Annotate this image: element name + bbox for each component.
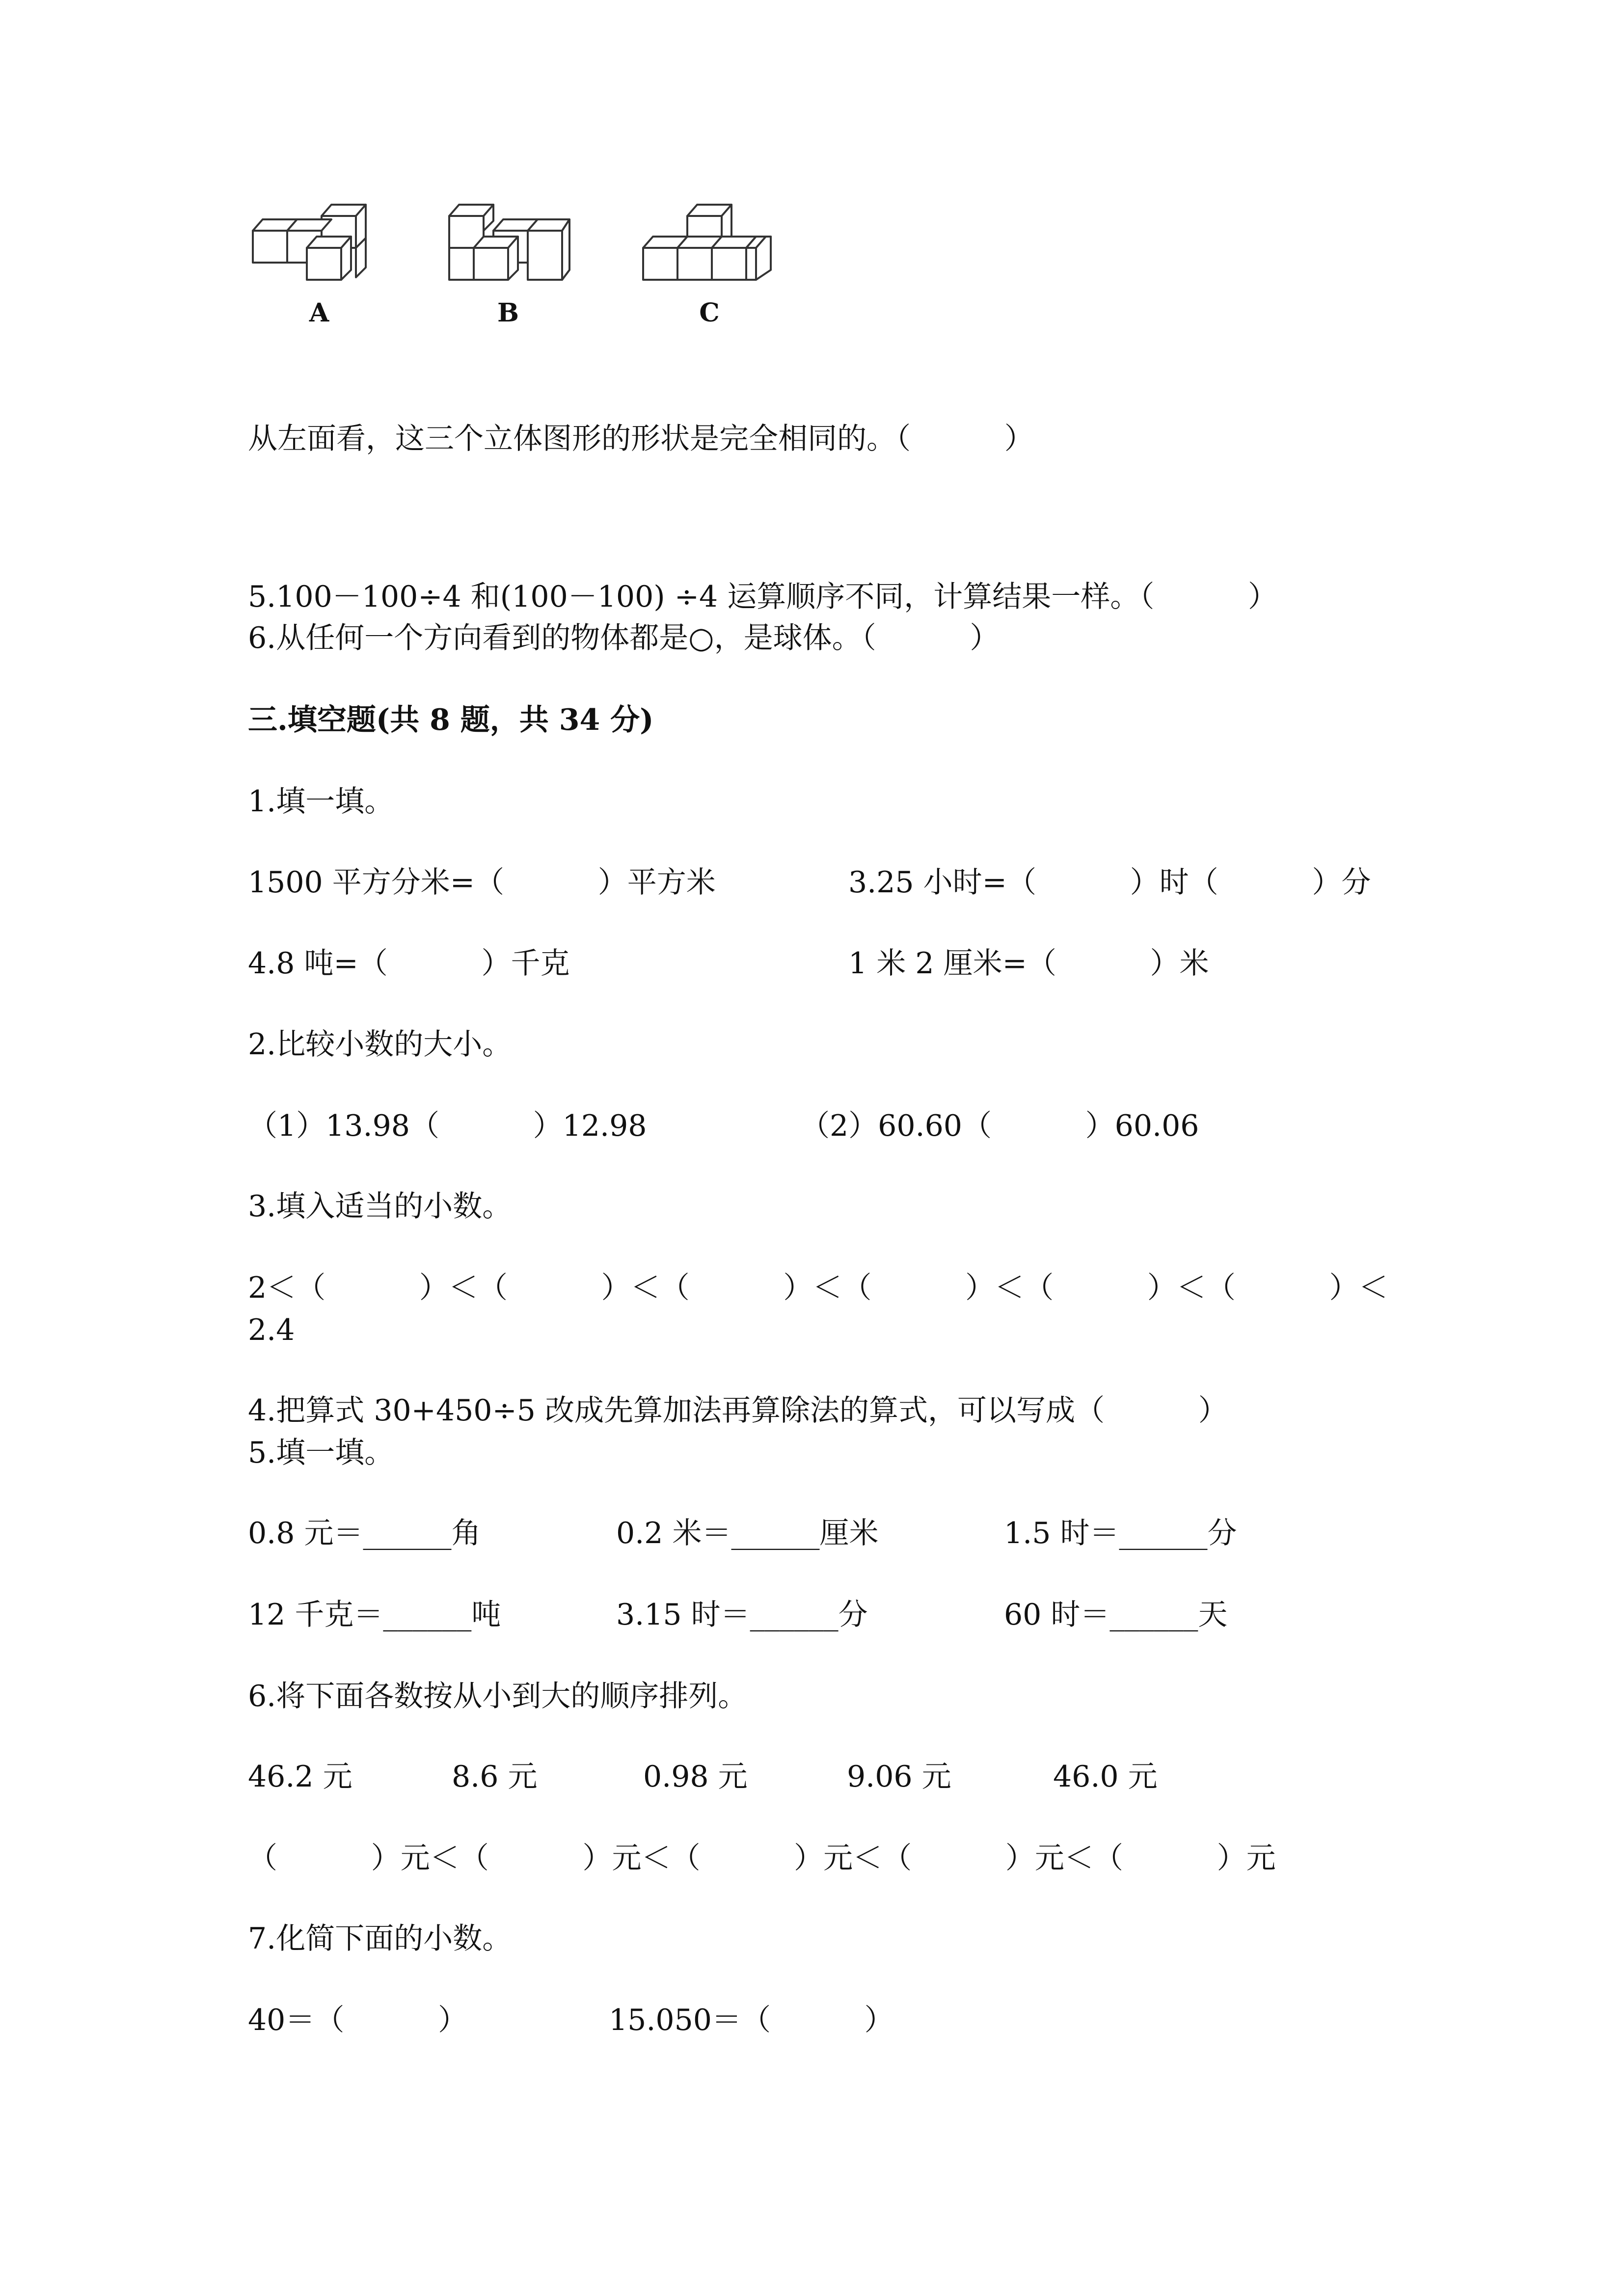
cube-figure-b — [444, 199, 572, 287]
q7-stem: 7.化简下面的小数。 — [248, 1922, 512, 1956]
q1-stem: 1.填一填。 — [248, 784, 394, 819]
judge-q5: 5.100－100÷4 和(100－100) ÷4 运算顺序不同，计算结果一样。（ ） — [248, 580, 1277, 614]
q6-value-5: 46.0 元 — [1053, 1760, 1158, 1794]
cube-figure-a — [248, 199, 376, 287]
q5-row1-item-2: 0.2 米＝______厘米 — [616, 1516, 879, 1550]
figure-label-b: B — [497, 298, 519, 328]
q1-item-2: 3.25 小时=（ ）时（ ）分 — [848, 865, 1371, 900]
q6-value-4: 9.06 元 — [847, 1760, 951, 1794]
q6-value-3: 0.98 元 — [643, 1760, 748, 1794]
q2-item-1: （1）13.98（ ）12.98 — [248, 1109, 647, 1143]
q6-stem: 6.将下面各数按从小到大的顺序排列。 — [248, 1679, 748, 1713]
q2-stem: 2.比较小数的大小。 — [248, 1027, 512, 1062]
judge-q6: 6.从任何一个方向看到的物体都是○，是球体。（ ） — [248, 621, 1000, 655]
q1-item-3: 4.8 吨=（ ）千克 — [248, 946, 570, 981]
q5-row2-item-2: 3.15 时＝______分 — [616, 1598, 868, 1632]
q3-stem: 3.填入适当的小数。 — [248, 1189, 512, 1224]
q7-item-1: 40＝（ ） — [248, 2003, 468, 2037]
q6-value-2: 8.6 元 — [452, 1760, 538, 1794]
figure-label-c: C — [699, 298, 720, 328]
section-title: 三.填空题(共 8 题，共 34 分) — [248, 703, 654, 737]
q2-item-2: （2）60.60（ ）60.06 — [800, 1109, 1199, 1143]
judge-q4-statement: 从左面看，这三个立体图形的形状是完全相同的。（ ） — [248, 422, 1034, 456]
figure-label-a: A — [309, 298, 329, 328]
q1-item-1: 1500 平方分米=（ ）平方米 — [248, 865, 716, 900]
q5-stem: 5.填一填。 — [248, 1436, 394, 1470]
q3-line-1: 2＜（ ）＜（ ）＜（ ）＜（ ）＜（ ）＜（ ）＜ — [248, 1271, 1388, 1305]
q5-row1-item-3: 1.5 时＝______分 — [1004, 1516, 1237, 1550]
q6-value-1: 46.2 元 — [248, 1760, 352, 1794]
q5-row2-item-3: 60 时＝______天 — [1004, 1598, 1228, 1632]
q7-item-2: 15.050＝（ ） — [609, 2003, 894, 2037]
q4: 4.把算式 30+450÷5 改成先算加法再算除法的算式，可以写成（ ） — [248, 1393, 1228, 1428]
q3-line-2: 2.4 — [248, 1313, 295, 1347]
q1-item-4: 1 米 2 厘米=（ ）米 — [848, 946, 1209, 981]
q5-row1-item-1: 0.8 元＝______角 — [248, 1516, 481, 1550]
q6-answer: （ ）元＜（ ）元＜（ ）元＜（ ）元＜（ ）元 — [248, 1841, 1276, 1875]
cube-figure-c — [638, 199, 781, 287]
q5-row2-item-1: 12 千克＝______吨 — [248, 1598, 501, 1632]
